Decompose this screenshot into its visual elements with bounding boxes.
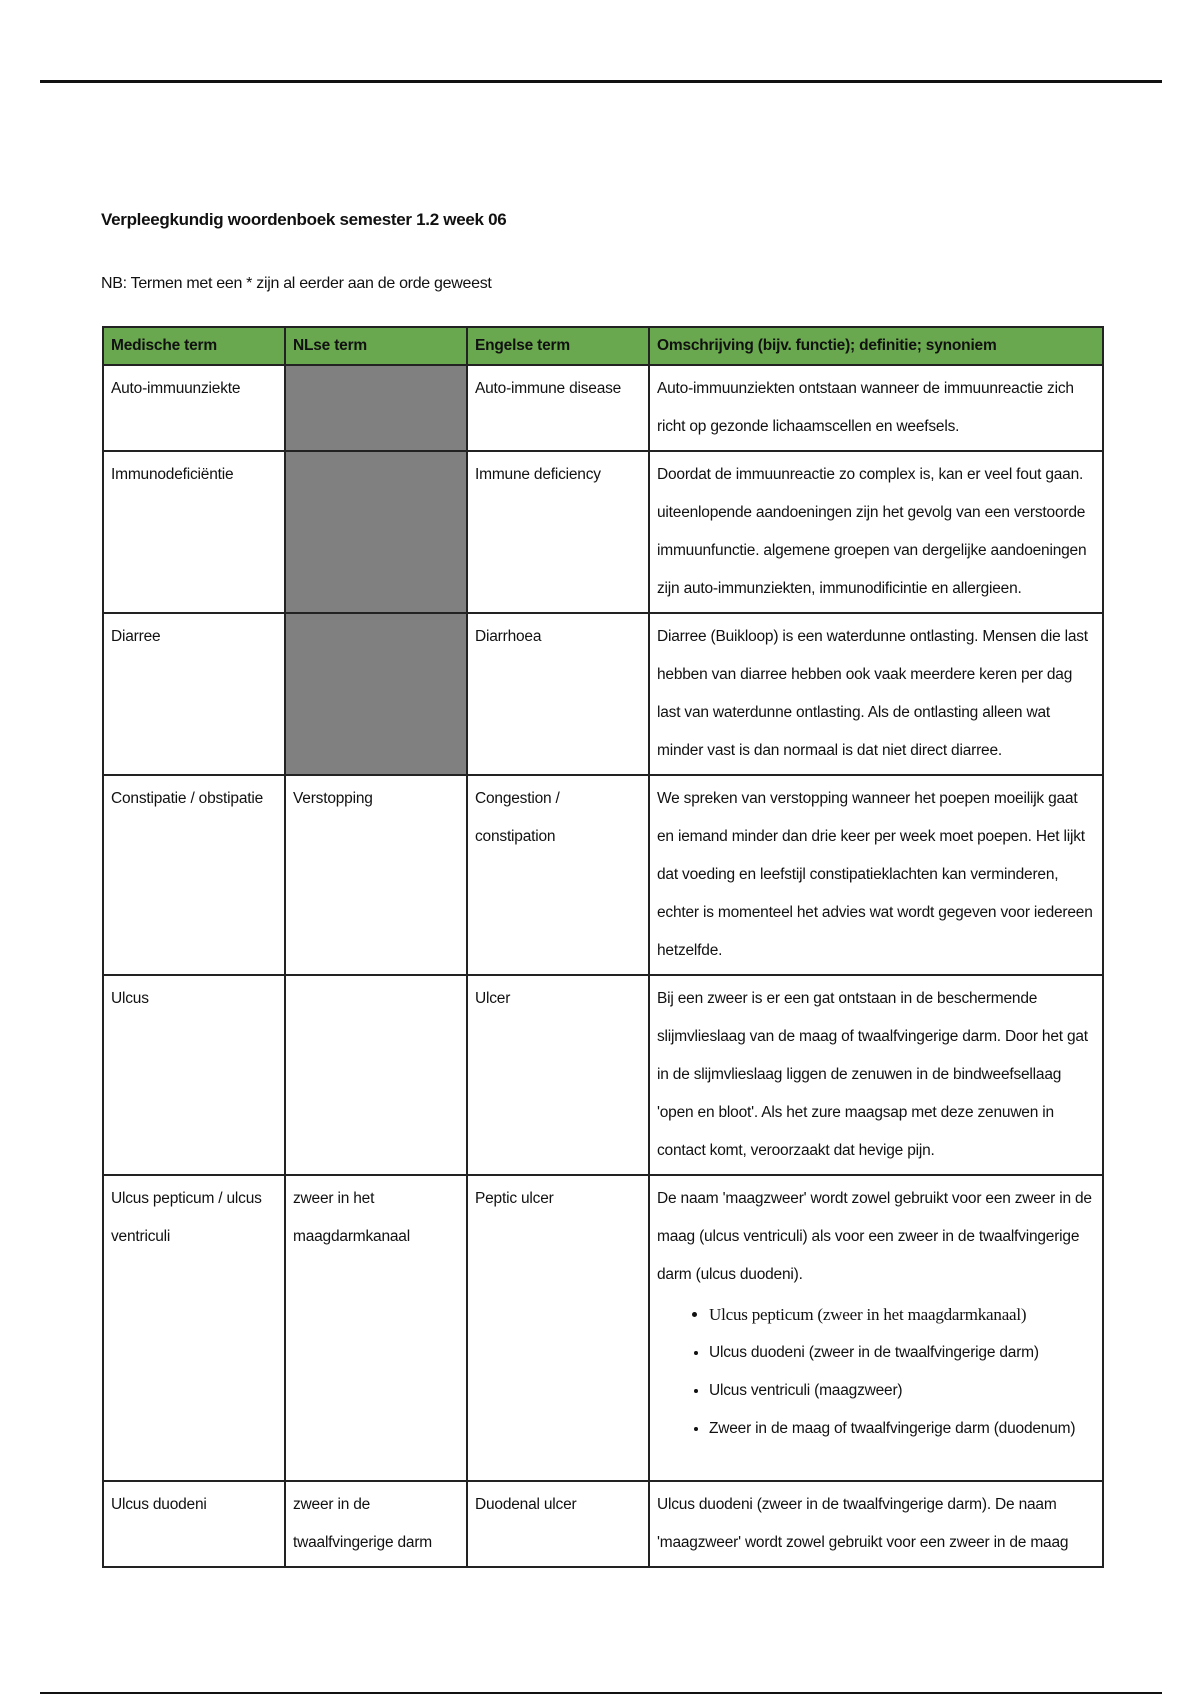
cell-description: Diarree (Buikloop) is een waterdunne ontlasting. Mensen die last hebben van diarree hebben ook vaak meerdere keren per dag last van waterdunne ontlasting. Als de ontlasting alleen wat minder vast is dan normaal is dat niet direct diarree. [649, 613, 1103, 775]
cell-dutch-term [285, 613, 467, 775]
cell-english-term: Auto-immune disease [467, 365, 649, 451]
cell-description: We spreken van verstopping wanneer het poepen moeilijk gaat en iemand minder dan drie keer per week moet poepen. Het lijkt dat voeding en leefstijl constipatieklachten kan verminderen, echter is momenteel het advies wat wordt gegeven voor iedereen hetzelfde. [649, 775, 1103, 975]
cell-medical-term: Ulcus duodeni [103, 1481, 285, 1567]
cell-english-term: Ulcer [467, 975, 649, 1175]
cell-dutch-term: Verstopping [285, 775, 467, 975]
header-medical-term: Medische term [103, 327, 285, 365]
cell-dutch-term: zweer in het maagdarmkanaal [285, 1175, 467, 1481]
bullet-item: • Ulcus duodeni (zweer in de twaalfvingerige darm) [709, 1334, 1095, 1372]
cell-dutch-term [285, 365, 467, 451]
table-row [103, 1175, 1103, 1481]
document-title: Verpleegkundig woordenboek semester 1.2 week 06 [101, 210, 507, 229]
top-rule [40, 80, 1162, 83]
cell-description: Doordat de immuunreactie zo complex is, kan er veel fout gaan. uiteenlopende aandoeningen zijn het gevolg van een verstoorde immuunfunctie. algemene groepen van dergelijke aandoeningen zijn auto-immunziekten, immunodificintie en allergieen. [649, 451, 1103, 613]
cell-medical-term: Constipatie / obstipatie [103, 775, 285, 975]
table-row [103, 613, 1103, 775]
cell-medical-term: Ulcus pepticum / ulcus ventriculi [103, 1175, 285, 1481]
vocabulary-table [102, 326, 1104, 1568]
table-row [103, 451, 1103, 613]
bullet-item: • Ulcus ventriculi (maagzweer) [709, 1372, 1095, 1410]
cell-medical-term: Auto-immuunziekte [103, 365, 285, 451]
header-description: Omschrijving (bijv. functie); definitie; synoniem [649, 327, 1103, 365]
cell-english-term: Peptic ulcer [467, 1175, 649, 1481]
bullet-item: • Zweer in de maag of twaalfvingerige darm (duodenum) [709, 1410, 1095, 1448]
bullet-item: • Ulcus pepticum (zweer in het maagdarmkanaal) [709, 1296, 1095, 1334]
header-dutch-term: NLse term [285, 327, 467, 365]
cell-english-term: Congestion / constipation [467, 775, 649, 975]
document-note: NB: Termen met een * zijn al eerder aan de orde geweest [101, 275, 492, 292]
bottom-rule [40, 1692, 1162, 1694]
cell-description [649, 1175, 1103, 1481]
cell-medical-term: Immunodeficiëntie [103, 451, 285, 613]
cell-dutch-term [285, 975, 467, 1175]
table-row [103, 975, 1103, 1175]
description-bullet-list [657, 1296, 1095, 1448]
table-header-row [103, 327, 1103, 365]
cell-english-term: Immune deficiency [467, 451, 649, 613]
cell-dutch-term [285, 451, 467, 613]
table-row [103, 775, 1103, 975]
header-english-term: Engelse term [467, 327, 649, 365]
table-row [103, 365, 1103, 451]
cell-dutch-term: zweer in de twaalfvingerige darm [285, 1481, 467, 1567]
cell-medical-term: Diarree [103, 613, 285, 775]
cell-english-term: Duodenal ulcer [467, 1481, 649, 1567]
table-row [103, 1481, 1103, 1567]
cell-medical-term: Ulcus [103, 975, 285, 1175]
description-text: De naam 'maagzweer' wordt zowel gebruikt voor een zweer in de maag (ulcus ventriculi) als voor een zweer in de twaalfvingerige darm (ulcus duodeni). [657, 1190, 1092, 1283]
cell-description: Ulcus duodeni (zweer in de twaalfvingerige darm). De naam 'maagzweer' wordt zowel gebruikt voor een zweer in de maag [649, 1481, 1103, 1567]
cell-english-term: Diarrhoea [467, 613, 649, 775]
cell-description: Bij een zweer is er een gat ontstaan in de beschermende slijmvlieslaag van de maag of twaalfvingerige darm. Door het gat in de slijmvlieslaag liggen de zenuwen in de bindweefsellaag 'open en bloot'. Als het zure maagsap met deze zenuwen in contact komt, veroorzaakt dat hevige pijn. [649, 975, 1103, 1175]
cell-description: Auto-immuunziekten ontstaan wanneer de immuunreactie zich richt op gezonde lichaamscellen en weefsels. [649, 365, 1103, 451]
